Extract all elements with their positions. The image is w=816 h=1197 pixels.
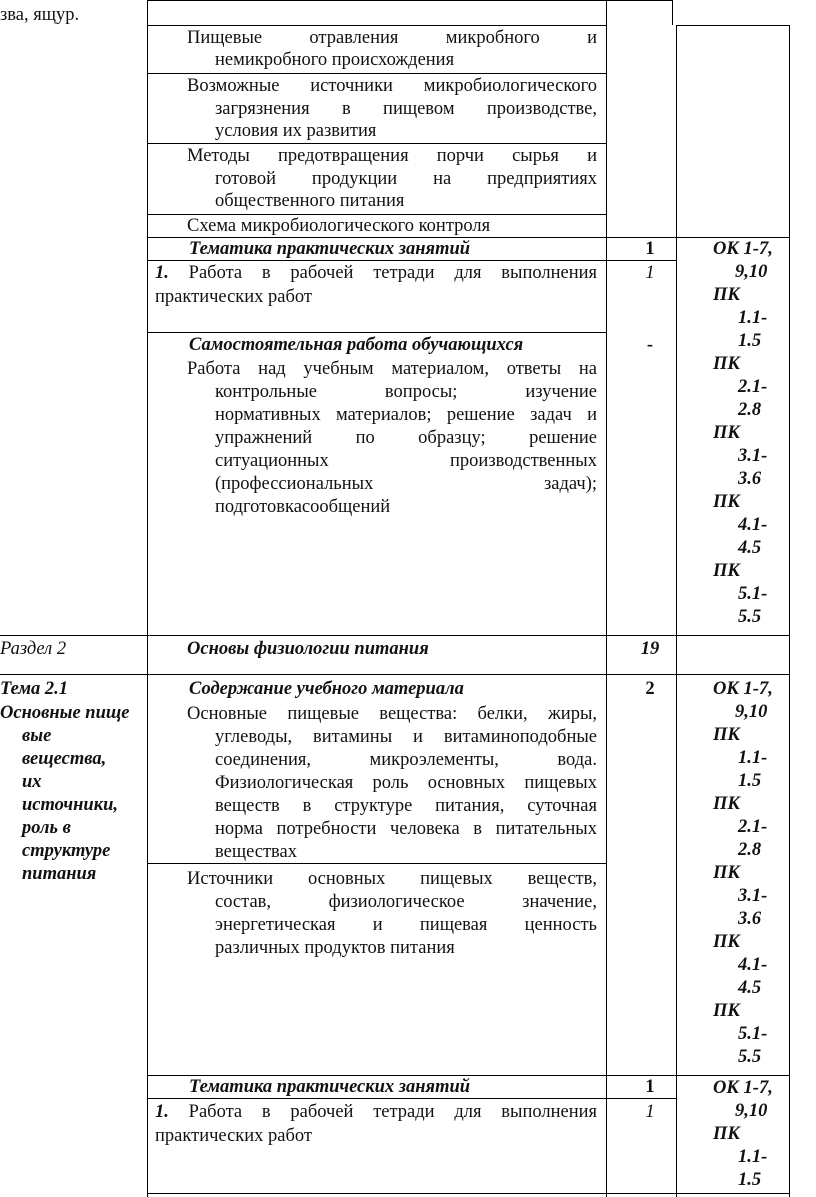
competency-line: 5.1- bbox=[738, 584, 768, 604]
competency-line: 4.5 bbox=[738, 978, 762, 998]
competency-line: 5.5 bbox=[738, 607, 762, 627]
text-line: различных продуктов питания bbox=[215, 938, 455, 958]
competency-line: 3.1- bbox=[738, 886, 768, 906]
grid-line bbox=[147, 25, 606, 26]
text-line: веществах bbox=[215, 842, 298, 862]
competency-line: ПК bbox=[713, 863, 740, 883]
grid-line bbox=[676, 25, 677, 1197]
topic-label-line: питания bbox=[22, 864, 97, 884]
grid-line bbox=[0, 635, 789, 636]
competency-line: ПК bbox=[713, 561, 740, 581]
competency-line: 5.1- bbox=[738, 1024, 768, 1044]
competency-line: 5.5 bbox=[738, 1047, 762, 1067]
competency-line: ПК bbox=[713, 423, 740, 443]
section-label: Раздел 2 bbox=[0, 639, 67, 659]
competency-line: ОК 1-7, bbox=[713, 679, 773, 699]
grid-line bbox=[606, 0, 607, 1197]
competency-line: 4.1- bbox=[738, 515, 768, 535]
competency-line: ОК 1-7, bbox=[713, 239, 773, 259]
text-line: соединения, микроэлементы, вода. bbox=[215, 750, 597, 770]
grid-line bbox=[676, 25, 789, 26]
text-line: веществ в структуре питания, суточная bbox=[215, 796, 597, 816]
practice-item-hours: 1 bbox=[645, 263, 655, 283]
section-hours: 19 bbox=[640, 639, 660, 659]
text-line: Пищевые отравления микробного и bbox=[187, 28, 597, 48]
text-line: загрязнения в пищевом производстве, bbox=[215, 99, 597, 119]
practice-heading: Тематика практических занятий bbox=[189, 239, 471, 259]
competency-line: 9,10 bbox=[735, 262, 768, 282]
grid-line bbox=[147, 0, 672, 1]
section-title: Основы физиологии питания bbox=[187, 639, 429, 659]
grid-line bbox=[672, 0, 673, 25]
practice-hours: 1 bbox=[645, 239, 655, 259]
content-hours: 2 bbox=[645, 679, 655, 699]
text-line: нормативных материалов; решение задач и bbox=[215, 405, 597, 425]
topic-label-line: источники, bbox=[22, 795, 118, 815]
topic-label-line: их bbox=[22, 772, 42, 792]
competency-line: 1.1- bbox=[738, 748, 768, 768]
topic-label-line: вые bbox=[22, 726, 52, 746]
text-line: общественного питания bbox=[215, 191, 405, 211]
text-line: немикробного происхождения bbox=[215, 50, 455, 70]
competency-line: 4.1- bbox=[738, 955, 768, 975]
text-line: норма потребности человека в питательных bbox=[215, 819, 597, 839]
text-line: практических работ bbox=[155, 287, 313, 307]
competency-line: ПК bbox=[713, 1001, 740, 1021]
text-line: Работа над учебным материалом, ответы на bbox=[187, 359, 597, 379]
competency-line: ПК bbox=[713, 794, 740, 814]
competency-line: 4.5 bbox=[738, 538, 762, 558]
grid-line bbox=[147, 0, 148, 1197]
text-line: состав, физиологическое значение, bbox=[215, 892, 597, 912]
competency-line: 1.5 bbox=[738, 1170, 762, 1190]
competency-line: 2.8 bbox=[738, 400, 762, 420]
text-line: упражнений по образцу; решение bbox=[215, 428, 597, 448]
topic-practice-item-num: 1. bbox=[155, 1102, 169, 1122]
text-line: Физиологическая роль основных пищевых bbox=[215, 773, 597, 793]
topic-label-line: Основные пище bbox=[0, 703, 130, 723]
text-line: условия их развития bbox=[215, 121, 377, 141]
text-line: Источники основных пищевых веществ, bbox=[187, 869, 597, 889]
competency-line: ОК 1-7, bbox=[713, 1078, 773, 1098]
grid-line bbox=[147, 73, 606, 74]
competency-line: 9,10 bbox=[735, 702, 768, 722]
text-line: Схема микробиологического контроля bbox=[187, 216, 491, 236]
competency-line: 1.5 bbox=[738, 771, 762, 791]
topic-practice-item-text: Работа в рабочей тетради для выполнения bbox=[188, 1102, 598, 1122]
topic-label-line: структуре bbox=[22, 841, 111, 861]
topic-practice-item-hours: 1 bbox=[645, 1102, 655, 1122]
text-line: готовой продукции на предприятиях bbox=[215, 169, 597, 189]
self-work-hours: - bbox=[646, 335, 654, 355]
competency-line: ПК bbox=[713, 354, 740, 374]
topic-label-line: вещества, bbox=[22, 749, 107, 769]
text-line bbox=[155, 262, 597, 285]
text-line: ситуационных производственных bbox=[215, 451, 597, 471]
grid-line bbox=[0, 674, 789, 675]
topic-practice-hours: 1 bbox=[645, 1077, 655, 1097]
competency-line: ПК bbox=[713, 285, 740, 305]
self-work-heading: Самостоятельная работа обучающихся bbox=[189, 335, 524, 355]
competency-line: 2.8 bbox=[738, 840, 762, 860]
competency-line: 1.1- bbox=[738, 1147, 768, 1167]
text-line: Методы предотвращения порчи сырья и bbox=[187, 146, 597, 166]
row0-col1-text: зва, ящур. bbox=[0, 5, 80, 25]
competency-line: ПК bbox=[713, 492, 740, 512]
practice-item-text: Работа в рабочей тетради для выполнения bbox=[188, 263, 598, 283]
competency-line: 3.6 bbox=[738, 469, 762, 489]
text-line: энергетическая и пищевая ценность bbox=[215, 915, 597, 935]
competency-line: ПК bbox=[713, 1124, 740, 1144]
competency-line: ПК bbox=[713, 932, 740, 952]
topic-label-line: роль в bbox=[22, 818, 71, 838]
competency-line: 1.5 bbox=[738, 331, 762, 351]
competency-line: 3.1- bbox=[738, 446, 768, 466]
content-heading: Содержание учебного материала bbox=[189, 679, 464, 699]
text-line: Возможные источники микробиологического bbox=[187, 76, 597, 96]
competency-line: 9,10 bbox=[735, 1101, 768, 1121]
text-line: контрольные вопросы; изучение bbox=[215, 382, 597, 402]
text-line bbox=[155, 1101, 597, 1124]
competency-line: 3.6 bbox=[738, 909, 762, 929]
grid-line bbox=[147, 143, 606, 144]
grid-line bbox=[147, 1193, 789, 1194]
competency-line: 1.1- bbox=[738, 308, 768, 328]
text-line: подготовкасообщений bbox=[215, 497, 391, 517]
text-line: Основные пищевые вещества: белки, жиры, bbox=[187, 704, 597, 724]
competency-line: 2.1- bbox=[738, 377, 768, 397]
practice-item-num: 1. bbox=[155, 263, 169, 283]
text-line: углеводы, витамины и витаминоподобные bbox=[215, 727, 597, 747]
competency-line: 2.1- bbox=[738, 817, 768, 837]
text-line: практических работ bbox=[155, 1126, 313, 1146]
topic-practice-heading: Тематика практических занятий bbox=[189, 1077, 471, 1097]
grid-line bbox=[147, 332, 606, 333]
topic-label-line: Тема 2.1 bbox=[0, 679, 69, 699]
competency-line: ПК bbox=[713, 725, 740, 745]
text-line: (профессиональных задач); bbox=[215, 474, 597, 494]
grid-line bbox=[789, 25, 790, 1197]
